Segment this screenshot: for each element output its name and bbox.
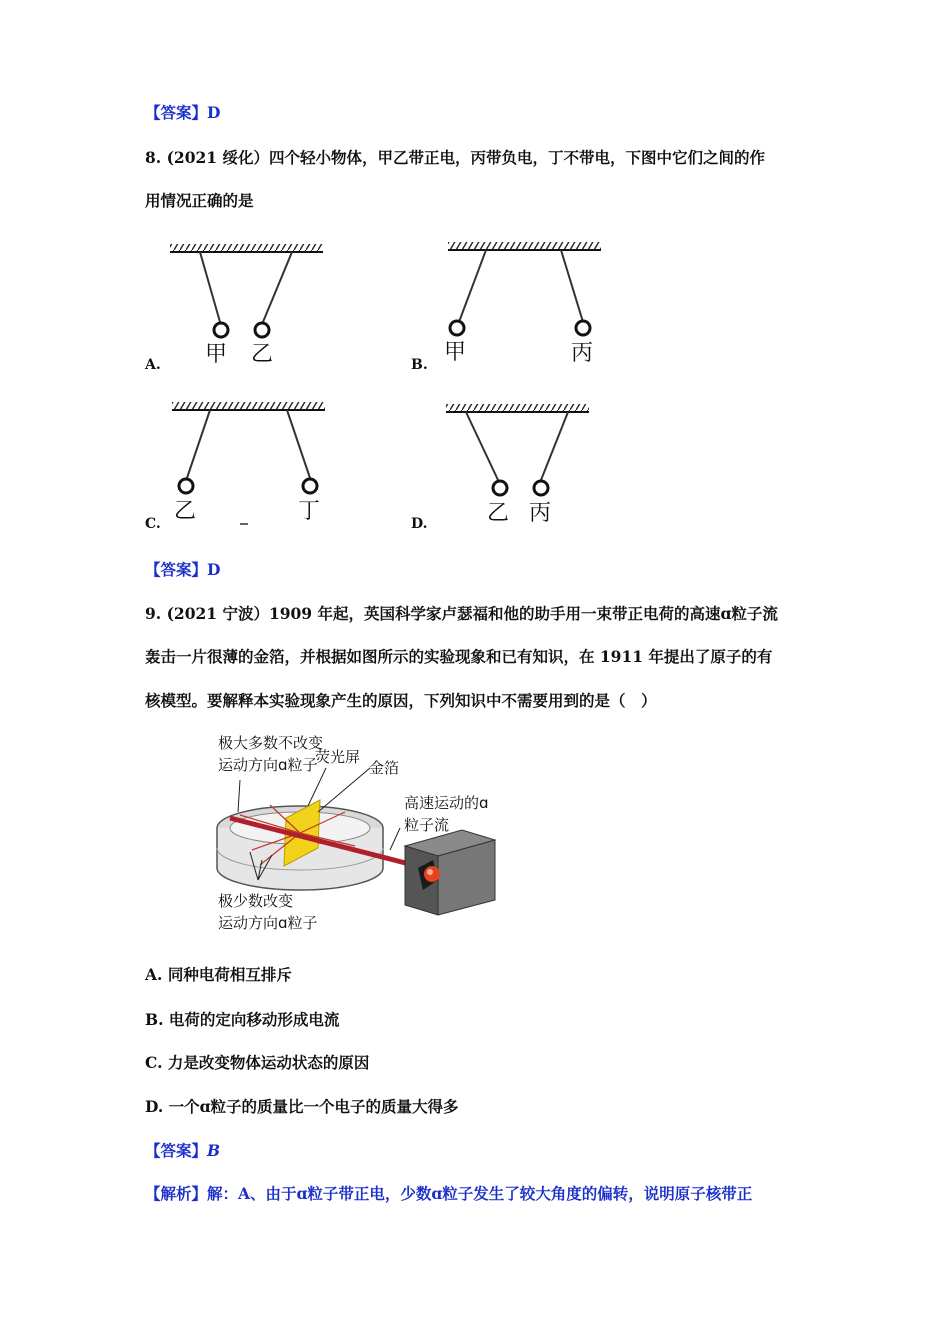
ball-c-left-label: 乙: [174, 499, 197, 524]
ball-c-right-label: 丁: [298, 499, 321, 524]
label-deflected: [218, 890, 318, 934]
q9-option-d: D. 一个ɑ粒子的质量比一个电子的质量大得多: [145, 1097, 459, 1116]
q9-text-line-2: 轰击一片很薄的金箔，并根据如图所示的实验现象和已有知识，在 1911 年提出了原子的有: [145, 647, 773, 666]
option-c-label: C.: [145, 516, 161, 532]
answer-value: D: [207, 560, 221, 579]
q9-analysis-line: [145, 1182, 752, 1204]
answer-label: 【答案】: [145, 103, 208, 122]
q9-option-b: B. 电荷的定向移动形成电流: [145, 1010, 340, 1029]
ball-d-right-label: 丙: [529, 501, 552, 526]
ball-a-left: [214, 323, 228, 337]
label-screen: 荧光屏: [315, 748, 361, 766]
option-b-label: B.: [411, 357, 428, 373]
ball-a-left-label: 甲: [205, 342, 228, 367]
answer-label: 【答案】: [145, 560, 208, 579]
q8-text-line-1: 8. (2021 绥化）四个轻小物体，甲乙带正电，丙带负电，丁不带电，下图中它们之间的作: [145, 148, 765, 167]
q8-answer-line: [145, 558, 220, 580]
answer-value: D: [207, 103, 221, 122]
label-deflected-2: 运动方向ɑ粒子: [218, 914, 318, 932]
ball-b-left: [450, 321, 464, 335]
ball-d-right: [534, 481, 548, 495]
option-d-label: D.: [411, 516, 428, 532]
analysis-text: 解：A、由于ɑ粒子带正电，少数ɑ粒子发生了较大角度的偏转，说明原子核带正: [207, 1184, 753, 1203]
option-a-diagram: [170, 244, 323, 367]
ball-c-right: [303, 479, 317, 493]
q8-option-diagrams: [0, 230, 950, 550]
option-c-diagram: [172, 402, 325, 524]
q8-text-line-2: 用情况正确的是: [145, 191, 254, 210]
label-beam: [404, 792, 489, 836]
answer-line: [145, 101, 220, 123]
option-a-label: A.: [145, 357, 161, 373]
q9-option-c: C. 力是改变物体运动状态的原因: [145, 1053, 370, 1072]
analysis-label: 【解析】: [145, 1184, 208, 1203]
q9-answer-line: [145, 1139, 220, 1161]
label-unchanged: [218, 732, 323, 776]
ball-d-left: [493, 481, 507, 495]
label-beam-1: 高速运动的ɑ: [404, 794, 489, 812]
ball-b-right: [576, 321, 590, 335]
option-d-diagram: [446, 404, 589, 526]
label-beam-2: 粒子流: [404, 816, 450, 834]
label-foil: 金箔: [369, 759, 400, 777]
answer-label: 【答案】: [145, 1141, 208, 1160]
q9-text-line-1: 9. (2021 宁波）1909 年起，英国科学家卢瑟福和他的助手用一束带正电荷的高速ɑ粒子流: [145, 604, 778, 623]
ball-d-left-label: 乙: [487, 501, 510, 526]
option-b-diagram: [444, 242, 601, 366]
q9-option-a: A. 同种电荷相互排斥: [145, 965, 292, 984]
label-unchanged-2: 运动方向ɑ粒子: [218, 756, 318, 774]
ball-b-right-label: 丙: [571, 341, 594, 366]
answer-value: B: [207, 1141, 221, 1160]
ball-a-right-label: 乙: [251, 342, 274, 367]
q9-text-line-3: 核模型。要解释本实验现象产生的原因，下列知识中不需要用到的是（ ）: [145, 691, 657, 710]
alpha-source: [405, 830, 495, 915]
ball-c-left: [179, 479, 193, 493]
label-unchanged-1: 极大多数不改变: [218, 734, 324, 752]
ball-a-right: [255, 323, 269, 337]
label-deflected-1: 极少数改变: [218, 892, 294, 910]
ball-b-left-label: 甲: [444, 340, 467, 365]
